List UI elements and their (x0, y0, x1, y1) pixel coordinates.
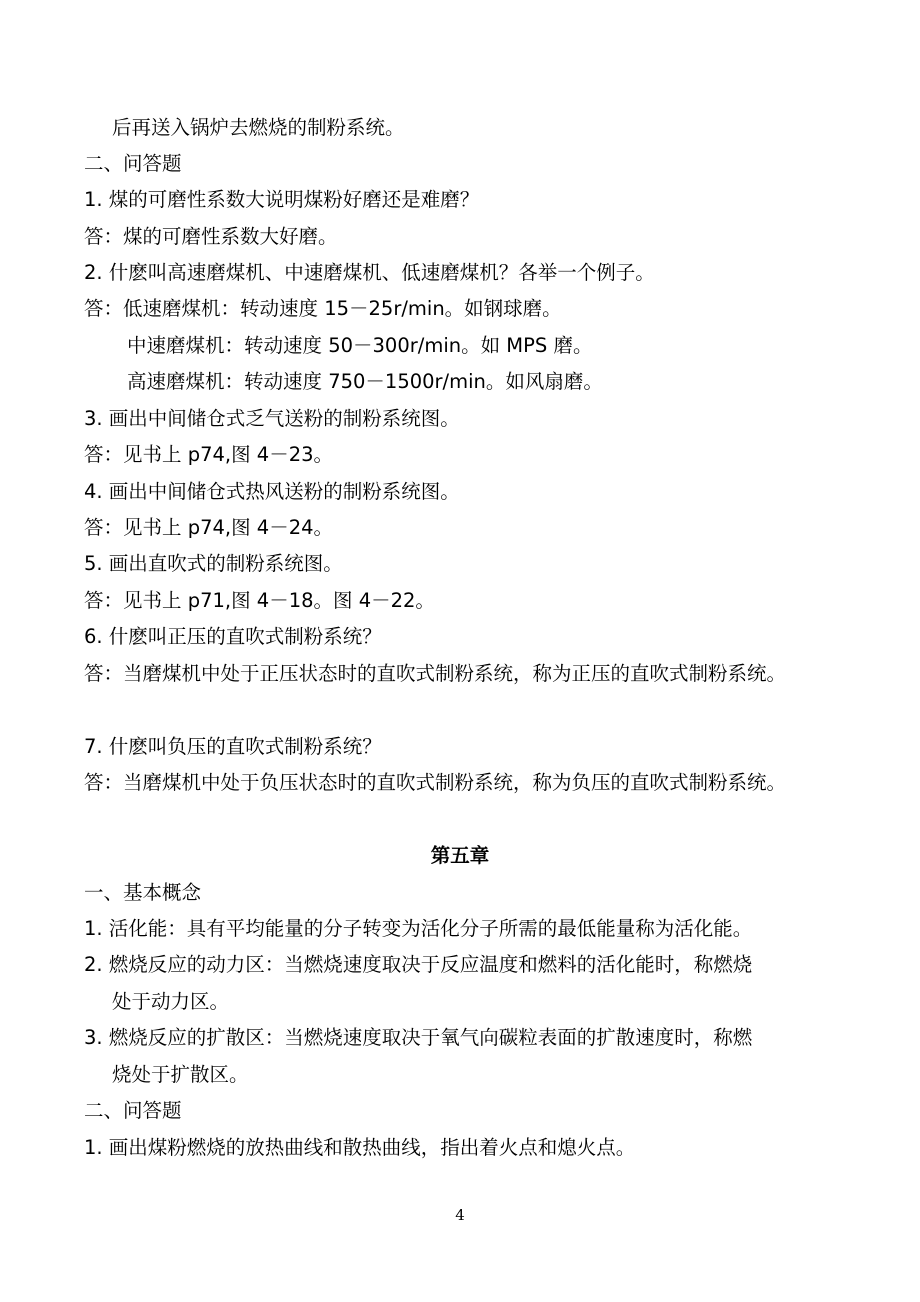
question-line: 2. 什麽叫高速磨煤机、中速磨煤机、低速磨煤机？各举一个例子。 (84, 261, 655, 284)
definition-line: 2. 燃烧反应的动力区：当燃烧速度取决于反应温度和燃料的活化能时，称燃烧 (84, 953, 753, 976)
question-line: 4. 画出中间储仓式热风送粉的制粉系统图。 (84, 480, 460, 503)
definition-line: 处于动力区。 (112, 990, 230, 1013)
text-line: 后再送入锅炉去燃烧的制粉系统。 (112, 116, 405, 139)
answer-line: 答：见书上 p74,图 4－23。 (84, 443, 334, 466)
definition-line: 1. 活化能：具有平均能量的分子转变为活化分子所需的最低能量称为活化能。 (84, 917, 753, 940)
definition-line: 烧处于扩散区。 (112, 1063, 249, 1086)
question-line: 5. 画出直吹式的制粉系统图。 (84, 552, 343, 575)
question-line: 6. 什麽叫正压的直吹式制粉系统？ (84, 625, 382, 648)
answer-line: 答：低速磨煤机：转动速度 15－25r/min。如钢球磨。 (84, 297, 562, 320)
definition-line: 3. 燃烧反应的扩散区：当燃烧速度取决于氧气向碳粒表面的扩散速度时，称燃 (84, 1026, 753, 1049)
question-line: 1. 画出煤粉燃烧的放热曲线和散热曲线，指出着火点和熄火点。 (84, 1136, 636, 1159)
answer-line: 答：当磨煤机中处于正压状态时的直吹式制粉系统，称为正压的直吹式制粉系统。 (84, 662, 787, 685)
page-number: 4 (455, 1206, 465, 1224)
section-heading: 二、问答题 (84, 152, 182, 175)
chapter-title: 第五章 (430, 844, 490, 867)
section-heading: 二、问答题 (84, 1099, 182, 1122)
question-line: 1. 煤的可磨性系数大说明煤粉好磨还是难磨？ (84, 188, 480, 211)
answer-line: 答：见书上 p71,图 4－18。图 4－22。 (84, 589, 435, 612)
answer-line: 中速磨煤机：转动速度 50－300r/min。如 MPS 磨。 (127, 334, 593, 357)
answer-line: 答：见书上 p74,图 4－24。 (84, 516, 334, 539)
question-line: 3. 画出中间储仓式乏气送粉的制粉系统图。 (84, 407, 460, 430)
section-heading: 一、基本概念 (84, 881, 202, 904)
question-line: 7. 什麽叫负压的直吹式制粉系统？ (84, 735, 382, 758)
answer-line: 高速磨煤机：转动速度 750－1500r/min。如风扇磨。 (127, 370, 603, 393)
answer-line: 答：当磨煤机中处于负压状态时的直吹式制粉系统，称为负压的直吹式制粉系统。 (84, 771, 787, 794)
answer-line: 答：煤的可磨性系数大好磨。 (84, 225, 338, 248)
